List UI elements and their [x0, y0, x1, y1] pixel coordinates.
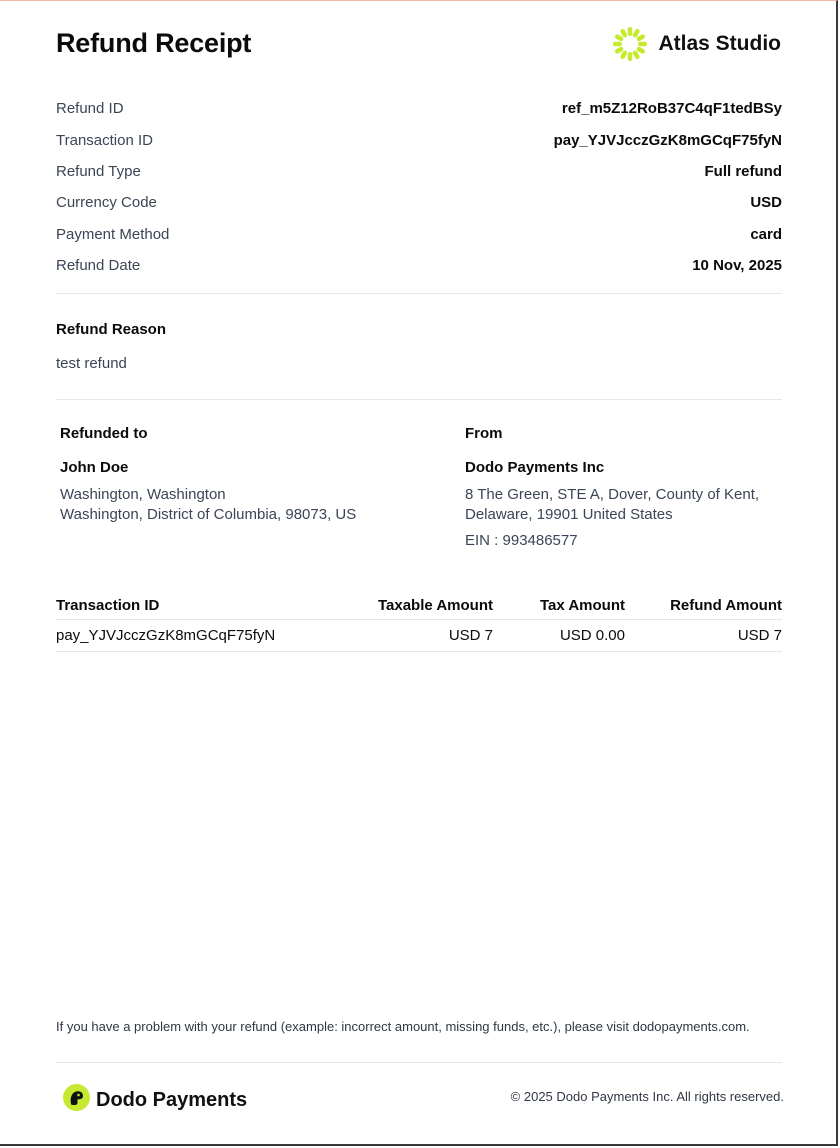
table-cell: USD 7	[356, 620, 493, 652]
detail-row-refund-date	[56, 250, 782, 281]
section-divider	[56, 293, 782, 294]
detail-value: 10 Nov, 2025	[692, 257, 782, 275]
section-divider	[56, 399, 782, 400]
customer-address-line: Washington, Washington	[60, 486, 226, 503]
column-header: Refund Amount	[625, 591, 782, 620]
detail-value: USD	[750, 194, 782, 212]
detail-row-transaction-id	[56, 124, 782, 155]
company-ein: EIN : 993486577	[465, 532, 578, 549]
company-address-line: Delaware, 19901 United States	[465, 506, 673, 523]
footer-brand	[63, 1084, 247, 1116]
refund-items-table	[56, 591, 782, 652]
company-address-line: 8 The Green, STE A, Dover, County of Kent,	[465, 486, 760, 503]
refunded-to-block	[60, 425, 400, 525]
detail-value: ref_m5Z12RoB37C4qF1tedBSy	[561, 100, 782, 118]
column-header: Transaction ID	[56, 591, 356, 620]
table-cell: USD 0.00	[493, 620, 625, 652]
detail-row-payment-method	[56, 219, 782, 250]
merchant-brand	[612, 26, 781, 62]
refund-details-list	[56, 93, 782, 281]
refund-reason-text: test refund	[56, 355, 127, 372]
detail-value: Full refund	[704, 162, 782, 180]
copyright-text: © 2025 Dodo Payments Inc. All rights reserved.	[510, 1089, 784, 1104]
footer-brand-name: Dodo Payments	[96, 1088, 248, 1111]
table-header-row	[56, 591, 782, 620]
column-header: Taxable Amount	[356, 591, 493, 620]
detail-row-refund-type	[56, 156, 782, 187]
footer-divider	[56, 1062, 782, 1063]
detail-label: Refund ID	[56, 100, 124, 118]
detail-row-currency-code	[56, 187, 782, 218]
customer-name: John Doe	[60, 459, 129, 476]
sunburst-logo-icon	[612, 26, 648, 62]
refund-reason-heading: Refund Reason	[56, 321, 167, 338]
table-cell: pay_YJVJcczGzK8mGCqF75fyN	[56, 620, 356, 652]
table-cell: USD 7	[625, 620, 782, 652]
page-title: Refund Receipt	[56, 28, 252, 58]
column-header: Tax Amount	[493, 591, 625, 620]
merchant-name: Atlas Studio	[658, 32, 781, 55]
detail-row-refund-id	[56, 93, 782, 124]
from-heading: From	[465, 425, 503, 442]
detail-label: Currency Code	[56, 194, 157, 212]
from-block	[465, 425, 805, 549]
detail-label: Refund Date	[56, 257, 141, 275]
table-row	[56, 620, 782, 652]
detail-label: Payment Method	[56, 225, 170, 243]
refund-help-note: If you have a problem with your refund (example: incorrect amount, missing funds, etc.), please visit dodopayments.com.	[56, 1019, 750, 1034]
detail-label: Transaction ID	[56, 131, 153, 149]
detail-value: card	[750, 225, 782, 243]
company-name: Dodo Payments Inc	[465, 459, 605, 476]
detail-value: pay_YJVJcczGzK8mGCqF75fyN	[553, 131, 782, 149]
customer-address-line: Washington, District of Columbia, 98073, US	[60, 506, 357, 523]
refunded-to-heading: Refunded to	[60, 425, 148, 442]
detail-label: Refund Type	[56, 162, 141, 180]
dodo-bird-logo-icon	[63, 1084, 90, 1116]
